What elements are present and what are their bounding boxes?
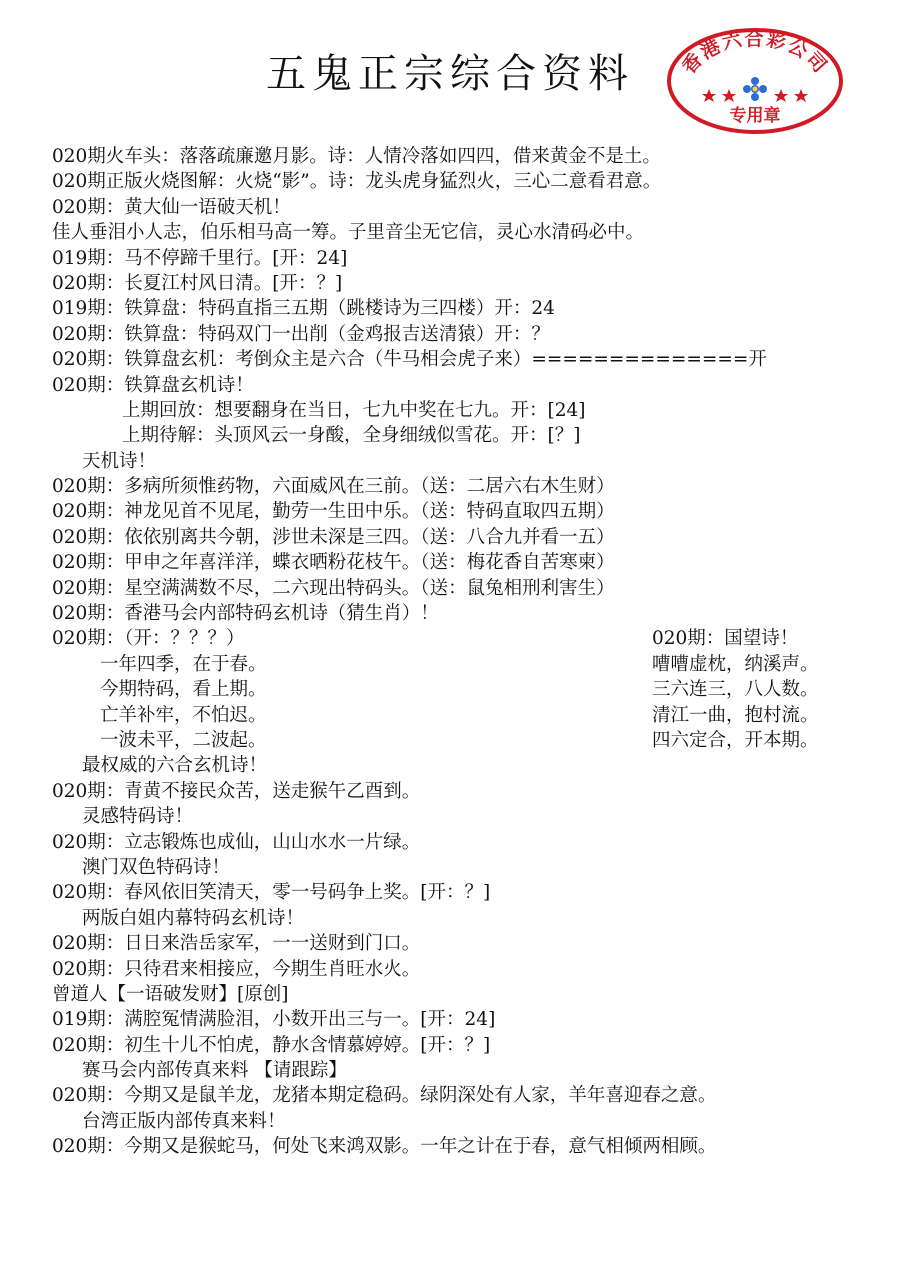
text-line: 020期：春风依旧笑清天，零一号码争上奖。[开：？] bbox=[52, 882, 491, 904]
text-line: 上期待解：头顶风云一身酸，全身细绒似雪花。开：[？] bbox=[122, 425, 581, 447]
text-line: 020期：依依别离共今朝，涉世未深是三四。（送：八合九并看一五） bbox=[52, 526, 615, 548]
text-line: 020期：今期又是鼠羊龙，龙猪本期定稳码。绿阴深处有人家，羊年喜迎春之意。 bbox=[52, 1085, 717, 1107]
content-lines bbox=[52, 144, 872, 1160]
text-line: 020期：今期又是猴蛇马，何处飞来鸿双影。一年之计在于春，意气相倾两相顾。 bbox=[52, 1136, 717, 1158]
two-column-row bbox=[52, 652, 872, 677]
text-line: 佳人垂泪小人志，伯乐相马高一筹。子里音尘无它信，灵心水清码必中。 bbox=[52, 222, 645, 244]
text-line: 上期回放：想要翻身在当日，七九中奖在七九。开：[24] bbox=[122, 399, 586, 421]
section-heading: 台湾正版内部传真来料！ bbox=[82, 1110, 286, 1132]
right-column-text: 020期：国望诗！ bbox=[652, 628, 799, 650]
right-column-text: 四六定合，开本期。 bbox=[652, 729, 819, 751]
text-line: 020期：黄大仙一语破天机！ bbox=[52, 196, 291, 218]
left-column-text: 亡羊补牢，不怕迟。 bbox=[100, 704, 267, 726]
right-column-text: 清江一曲，抱村流。 bbox=[652, 704, 819, 726]
text-line: 020期：立志锻炼也成仙，山山水水一片绿。 bbox=[52, 831, 421, 853]
stamp-bottom-text: 专用章 bbox=[729, 106, 781, 126]
company-seal-stamp bbox=[665, 27, 845, 135]
section-heading: 两版白姐内幕特码玄机诗！ bbox=[82, 907, 305, 929]
two-column-row bbox=[52, 626, 872, 651]
svg-text:香港六合彩公司 bbox=[677, 27, 832, 78]
left-column-text: 今期特码，看上期。 bbox=[100, 679, 267, 701]
text-line: 020期：铁算盘玄机：考倒众主是六合（牛马相会虎子来）==============开 bbox=[52, 349, 767, 371]
text-line: 020期：长夏江村风日清。[开：？] bbox=[52, 272, 343, 294]
text-line: 020期火车头：落落疏廉邀月影。诗：人情冷落如四四，借来黄金不是土。 bbox=[52, 146, 661, 167]
text-line: 019期：马不停蹄千里行。[开：24] bbox=[52, 247, 348, 269]
text-line: 020期：铁算盘：特码双门一出削（金鸡报吉送清猿）开：？ bbox=[52, 323, 550, 345]
text-line: 020期正版火烧图解：火烧“影”。诗：龙头虎身猛烈火，三心二意看君意。 bbox=[52, 171, 662, 193]
text-line: 020期：青黄不接民众苦，送走猴午乙酉到。 bbox=[52, 780, 421, 802]
text-line: 020期：只待君来相接应，今期生肖旺水火。 bbox=[52, 958, 421, 980]
left-column-text: 020期：（开：？？？） bbox=[52, 628, 245, 650]
text-line: 019期：满腔冤情满脸泪，小数开出三与一。[开：24] bbox=[52, 1009, 496, 1031]
text-line: 020期：铁算盘玄机诗！ bbox=[52, 374, 254, 396]
section-heading: 灵感特码诗！ bbox=[82, 806, 194, 828]
right-column-text: 嘈嘈虚枕，纳溪声。 bbox=[652, 653, 819, 675]
section-heading: 天机诗！ bbox=[82, 450, 157, 472]
two-column-row bbox=[52, 677, 872, 702]
section-heading: 澳门双色特码诗！ bbox=[82, 856, 231, 878]
text-line: 020期：甲申之年喜洋洋，蝶衣晒粉花枝午。（送：梅花香自苦寒柬） bbox=[52, 552, 615, 574]
text-line: 020期：初生十儿不怕虎，静水含情慕婷婷。[开：？] bbox=[52, 1034, 491, 1056]
text-line: 020期：星空满满数不尽，二六现出特码头。（送：鼠兔相刑利害生） bbox=[52, 577, 615, 599]
right-column-text: 三六连三，八人数。 bbox=[652, 679, 819, 701]
stamp-top-text: 香港六合彩公司 bbox=[678, 28, 832, 79]
section-heading: 赛马会内部传真来料 【请跟踪】 bbox=[82, 1060, 347, 1082]
text-line: 019期：铁算盘：特码直指三五期（跳楼诗为三四楼）开：24 bbox=[52, 298, 555, 320]
text-line: 020期：香港马会内部特码玄机诗（猜生肖）！ bbox=[52, 603, 439, 625]
text-line: 020期：日日来浩岳家军，一一送财到门口。 bbox=[52, 933, 421, 955]
text-line: 020期：多病所须惟药物，六面威风在三前。（送：二居六右木生财） bbox=[52, 476, 615, 498]
two-column-row bbox=[52, 728, 872, 753]
left-column-text: 一波未平，二波起。 bbox=[100, 729, 267, 751]
page-title: 五鬼正宗综合资料 bbox=[266, 51, 634, 97]
left-column-text: 一年四季，在于春。 bbox=[100, 653, 267, 675]
section-heading: 最权威的六合玄机诗！ bbox=[82, 755, 268, 777]
two-column-row bbox=[52, 703, 872, 728]
section-heading: 曾道人【一语破发财】[原创] bbox=[52, 983, 289, 1005]
text-line: 020期：神龙见首不见尾，勤劳一生田中乐。（送：特码直取四五期） bbox=[52, 501, 615, 523]
stamp-flower-icon bbox=[743, 77, 767, 101]
